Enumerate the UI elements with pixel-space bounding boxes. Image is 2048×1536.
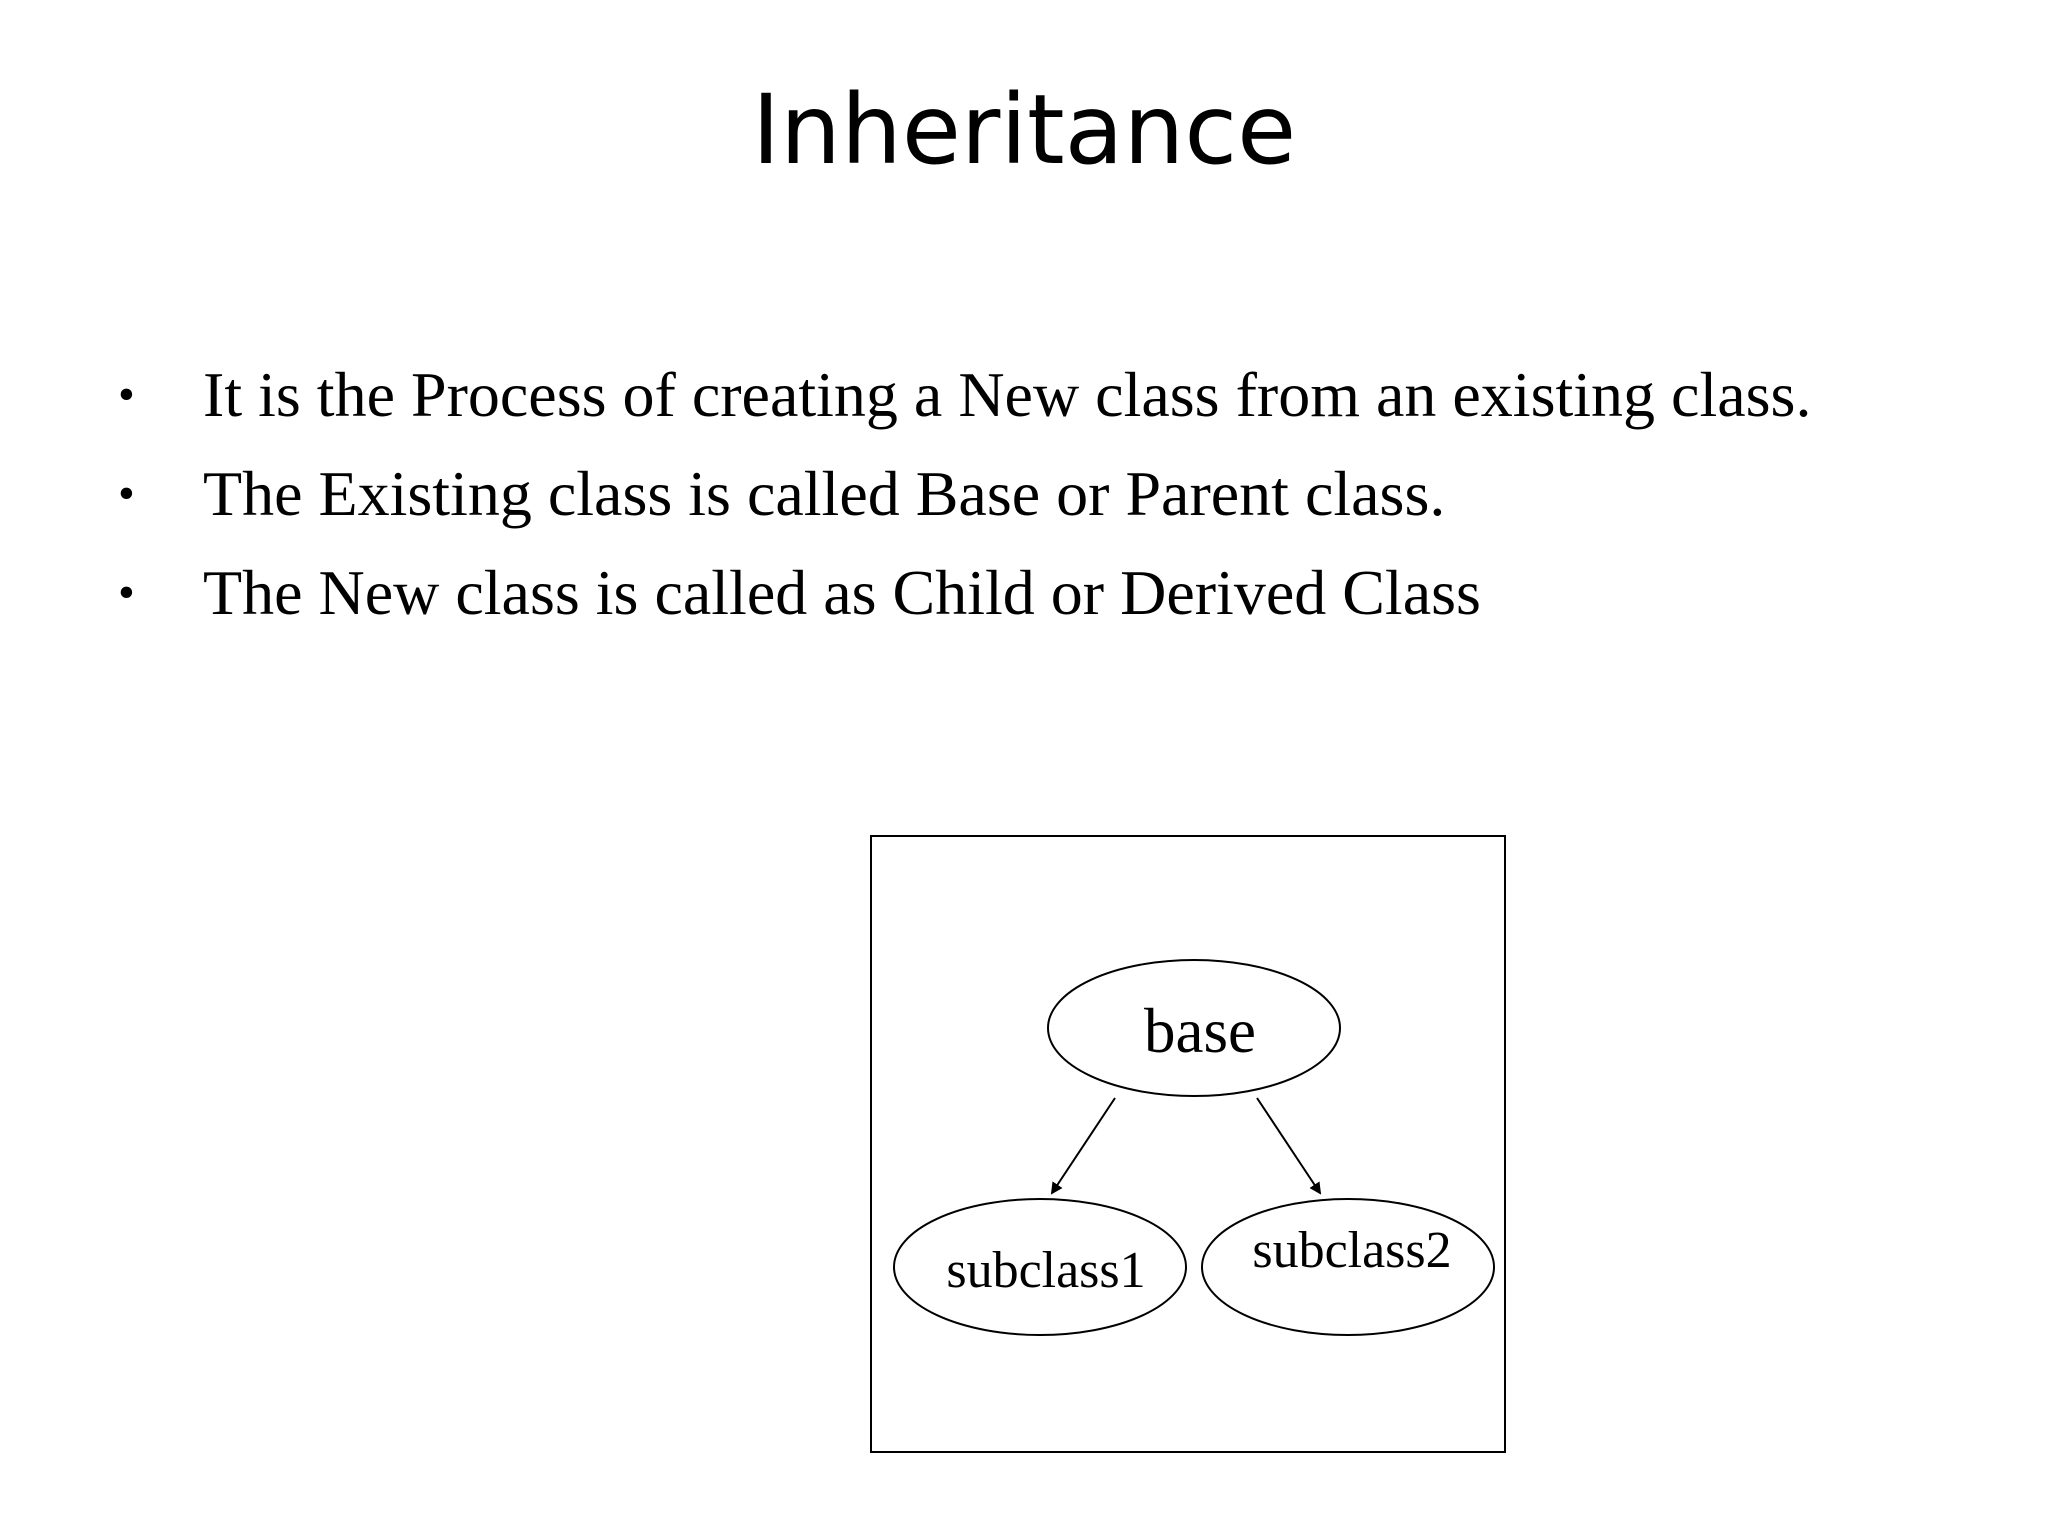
- bullet-dot-icon: •: [118, 566, 135, 619]
- bullet-dot-icon: •: [118, 467, 135, 520]
- subclass1-node-label: subclass1: [946, 1242, 1146, 1299]
- bullet-text: The Existing class is called Base or Parent class.: [203, 458, 1446, 529]
- subclass2-node-label: subclass2: [1252, 1222, 1452, 1279]
- bullet-list: [118, 345, 1811, 642]
- slide-title: Inheritance: [751, 74, 1297, 186]
- bullet-item: [118, 444, 1811, 543]
- bullet-text: It is the Process of creating a New class from an existing class.: [203, 359, 1812, 430]
- diagram-frame: [871, 836, 1505, 1452]
- edge-base-subclass1: [1052, 1098, 1115, 1193]
- edge-base-subclass2: [1257, 1098, 1320, 1193]
- bullet-item: [118, 543, 1811, 642]
- bullet-text: The New class is called as Child or Derived Class: [203, 557, 1481, 628]
- base-node-label: base: [1144, 996, 1256, 1066]
- bullet-item: [118, 345, 1811, 444]
- inheritance-diagram: [870, 835, 1506, 1453]
- bullet-dot-icon: •: [118, 368, 135, 421]
- inheritance-diagram-svg: [870, 835, 1506, 1453]
